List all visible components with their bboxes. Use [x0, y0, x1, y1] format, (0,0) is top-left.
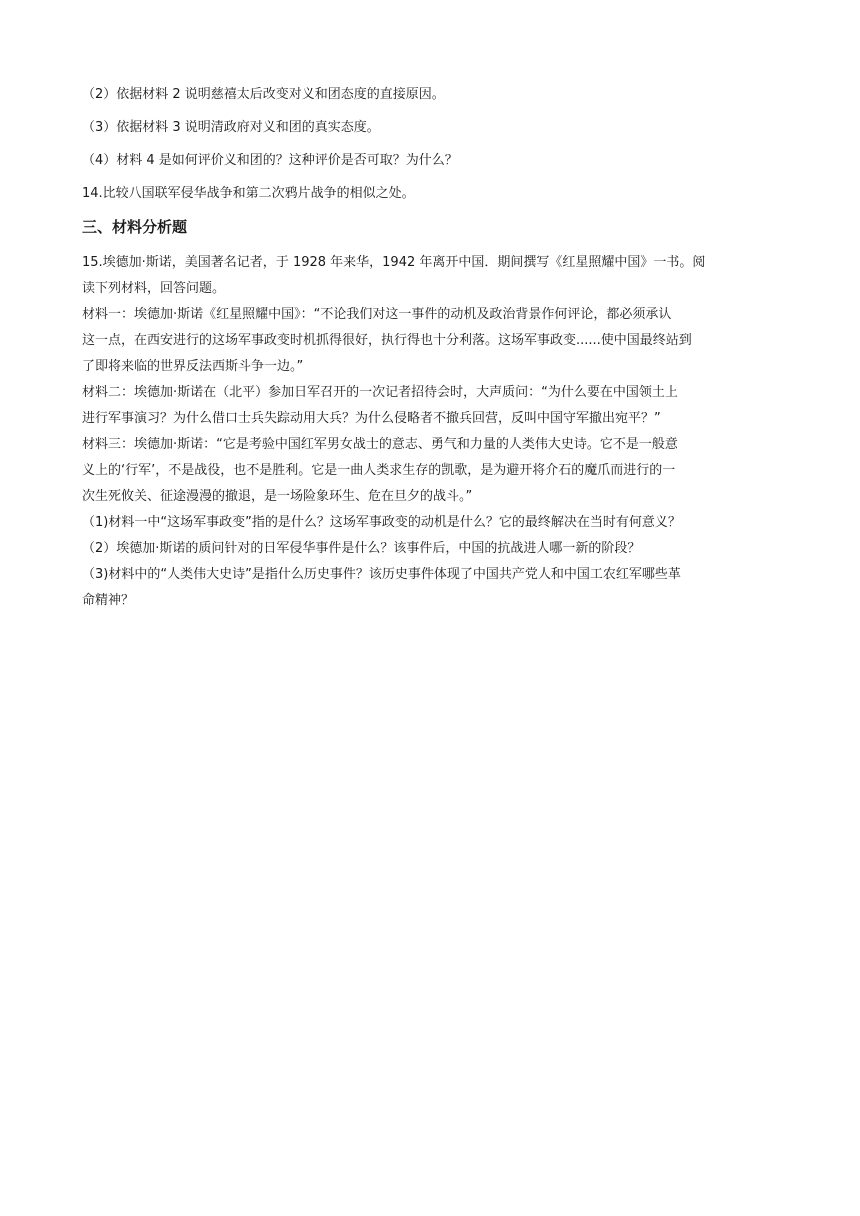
- sub-question-3: [82, 562, 782, 614]
- document-page: [82, 84, 782, 614]
- material-3-line: 次生死攸关、征途漫漫的撤退，是一场险象环生、危在旦夕的战斗。”: [82, 489, 473, 504]
- sub-question-2-line: （2）埃德加·斯诺的质问针对的日军侵华事件是什么？该事件后，中国的抗战进人哪一新的阶段？: [82, 541, 641, 556]
- sub-question-3-line: 命精神？: [82, 593, 135, 608]
- material-1-line: 材料一：埃德加·斯诺《红星照耀中国》：“不论我们对这一事件的动机及政治背景作何评论，都必须承认: [82, 307, 672, 322]
- material-3-line: 材料三：埃德加·斯诺：“它是考验中国红军男女战士的意志、勇气和力量的人类伟大史诗。它不是一般意: [82, 437, 678, 452]
- q15-intro: [82, 250, 782, 302]
- question-14: 14.比较八国联军侵华战争和第二次鸦片战争的相似之处。: [82, 186, 415, 201]
- sub-question-2: [82, 536, 782, 562]
- material-1: [82, 302, 782, 380]
- question-2: （2）依据材料 2 说明慈禧太后改变对义和团态度的直接原因。: [82, 87, 445, 102]
- material-2: [82, 380, 782, 432]
- q15-intro-line: 15.埃德加·斯诺，美国著名记者，于 1928 年来华，1942 年离开中国．期间撰写《红星照耀中国》一书。阅: [82, 255, 706, 270]
- material-1-line: 这一点，在西安进行的这场军事政变时机抓得很好，执行得也十分利落。这场军事政变......使中国最终站到: [82, 333, 692, 348]
- q15-intro-line: 读下列材料，回答问题。: [82, 281, 226, 296]
- question-4: （4）材料 4 是如何评价义和团的？这种评价是否可取？为什么？: [82, 153, 458, 168]
- sub-question-1: [82, 510, 782, 536]
- sub-question-3-line: （3)材料中的“人类伟大史诗”是指什么历史事件？该历史事件体现了中国共产党人和中国工农红军哪些革: [82, 567, 681, 582]
- material-3: [82, 432, 782, 510]
- material-2-line: 进行军事演习？为什么借口士兵失踪动用大兵？为什么侵略者不撤兵回营，反叫中国守军撤出宛平？”: [82, 411, 661, 426]
- sub-question-1-line: （1)材料一中“这场军事政变”指的是什么？这场军事政变的动机是什么？它的最终解决在当时有何意义？: [82, 515, 681, 530]
- material-1-line: 了即将来临的世界反法西斯斗争一边。”: [82, 359, 304, 374]
- material-2-line: 材料二：埃德加·斯诺在（北平）参加日军召开的一次记者招待会时，大声质问：“为什么要在中国领土上: [82, 385, 678, 400]
- section-heading: 三、材料分析题: [82, 218, 188, 236]
- material-3-line: 义上的‘行军’，不是战役，也不是胜利。它是一曲人类求生存的凯歌，是为避开将介石的魔爪而进行的一: [82, 463, 676, 478]
- question-3: （3）依据材料 3 说明清政府对义和团的真实态度。: [82, 120, 380, 135]
